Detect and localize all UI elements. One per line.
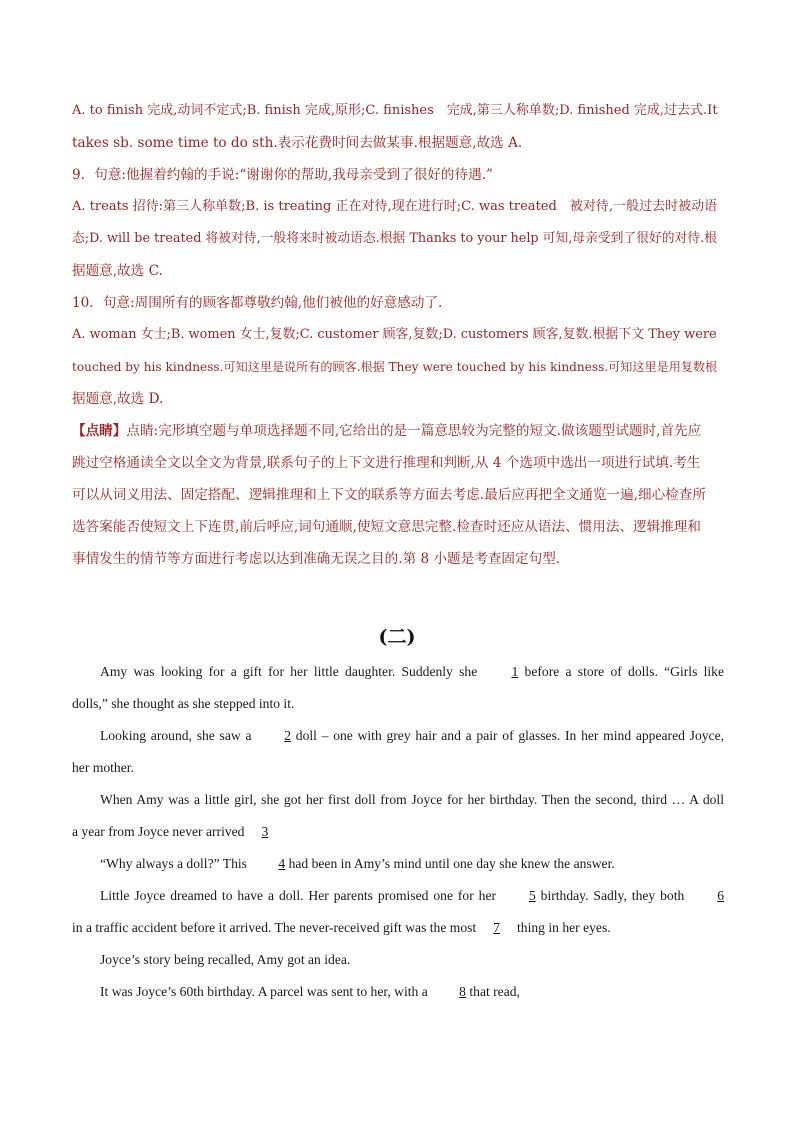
tips-line-3: 可以从词义用法、固定搭配、逻辑推理和上下文的联系等方面去考虑.最后应再把全文通览一遍,细心检查所 (72, 487, 706, 503)
blank-5: 5 (528, 888, 536, 903)
q10-translation: 10．句意:周围所有的顾客都尊敬约翰,他们被他的好意感动了. (72, 295, 443, 311)
q9-translation: 9．句意:他握着约翰的手说:“谢谢你的帮助,我母亲受到了很好的待遇.” (72, 167, 493, 183)
text: birthday. Sadly, they both (535, 888, 690, 903)
q10-explanation-line-1: A. woman 女士;B. women 女士,复数;C. customer 顾客,复数;D. customers 顾客,复数.根据下文 They were (72, 327, 717, 342)
paragraph-1-cont: dolls,” she thought as she stepped into it. (72, 696, 295, 711)
text: a year from Joyce never arrived (72, 824, 248, 839)
answer-explanations (72, 95, 724, 575)
tips-line-4: 选答案能否使短文上下连贯,前后呼应,词句通顺,使短文意思完整.检查时还应从语法、惯用法、逻辑推理和 (72, 519, 701, 535)
tips-line-2: 跳过空格通读全文以全文为背景,联系句子的上下文进行推理和判断,从 4 个选项中选出一项进行试填.考生 (72, 455, 701, 471)
text: doll – one with grey hair and a pair of glasses. In her mind appeared Joyce, (291, 728, 724, 743)
text: in a traffic accident before it arrived. The never-received gift was the most (72, 920, 480, 935)
q9-explanation-line-1: A. treats 招待:第三人称单数;B. is treating 正在对待,现在进行时;C. was treated 被对待,一般过去时被动语 (72, 199, 718, 214)
paragraph-2 (72, 720, 724, 752)
tips-line-5: 事情发生的情节等方面进行考虑以达到准确无误之目的.第 8 小题是考查固定句型. (72, 551, 561, 567)
blank-8: 8 (459, 984, 466, 999)
section-title: (二) (378, 626, 416, 648)
q9-explanation-line-2: 态;D. will be treated 将被对待,一般将来时被动语态.根据 Thanks to your help 可知,母亲受到了很好的对待.根 (72, 231, 717, 246)
tips-text-1: 点睛:完形填空题与单项选择题不同,它给出的是一篇意思较为完整的短文.做该题型试题时,首先应 (126, 423, 702, 439)
text: that read, (465, 984, 520, 999)
text: It was Joyce’s 60th birthday. A parcel was sent to her, with a (100, 984, 432, 999)
q8-explanation-line-1: A. to finish 完成,动词不定式;B. finish 完成,原形;C. finishes 完成,第三人称单数;D. finished 完成,过去式.It (72, 103, 718, 118)
text: Amy was looking for a gift for her little daughter. Suddenly she (100, 664, 484, 679)
blank-6: 6 (717, 888, 724, 903)
q10-explanation-line-2: touched by his kindness.可知这里是说所有的顾客.根据 They were touched by his kindness.可知这里是用复数根 (72, 360, 718, 374)
blank-2: 2 (284, 728, 292, 743)
blank-7: 7 (493, 920, 500, 935)
q10-explanation-line-3: 据题意,故选 D. (72, 391, 164, 407)
paragraph-5 (72, 880, 724, 912)
tips-label: 【点睛】 (72, 423, 127, 439)
text: Looking around, she saw a (100, 728, 257, 743)
paragraph-3: When Amy was a little girl, she got her first doll from Joyce for her birthday. Then the second, third … A doll (100, 792, 724, 807)
cloze-passage (72, 656, 724, 1008)
paragraph-1 (72, 656, 724, 688)
paragraph-7 (72, 976, 724, 1008)
q9-explanation-line-3: 据题意,故选 C. (72, 263, 163, 279)
text: thing in her eyes. (513, 920, 611, 935)
paragraph-2-cont: her mother. (72, 760, 134, 775)
blank-1: 1 (511, 664, 519, 679)
paragraph-3-cont (72, 816, 724, 848)
q8-explanation-line-2: takes sb. some time to do sth.表示花费时间去做某事.根据题意,故选 A. (72, 135, 523, 151)
tips-line-1 (72, 415, 724, 447)
blank-3: 3 (261, 824, 269, 839)
paragraph-4 (72, 848, 724, 880)
text: Little Joyce dreamed to have a doll. Her parents promised one for her (100, 888, 501, 903)
text: had been in Amy’s mind until one day she knew the answer. (285, 856, 615, 871)
text: before a store of dolls. “Girls like (518, 664, 724, 679)
blank-4: 4 (278, 856, 286, 871)
paragraph-6: Joyce’s story being recalled, Amy got an idea. (100, 952, 351, 967)
paragraph-5-cont (72, 912, 724, 944)
text: “Why always a doll?” This (100, 856, 251, 871)
